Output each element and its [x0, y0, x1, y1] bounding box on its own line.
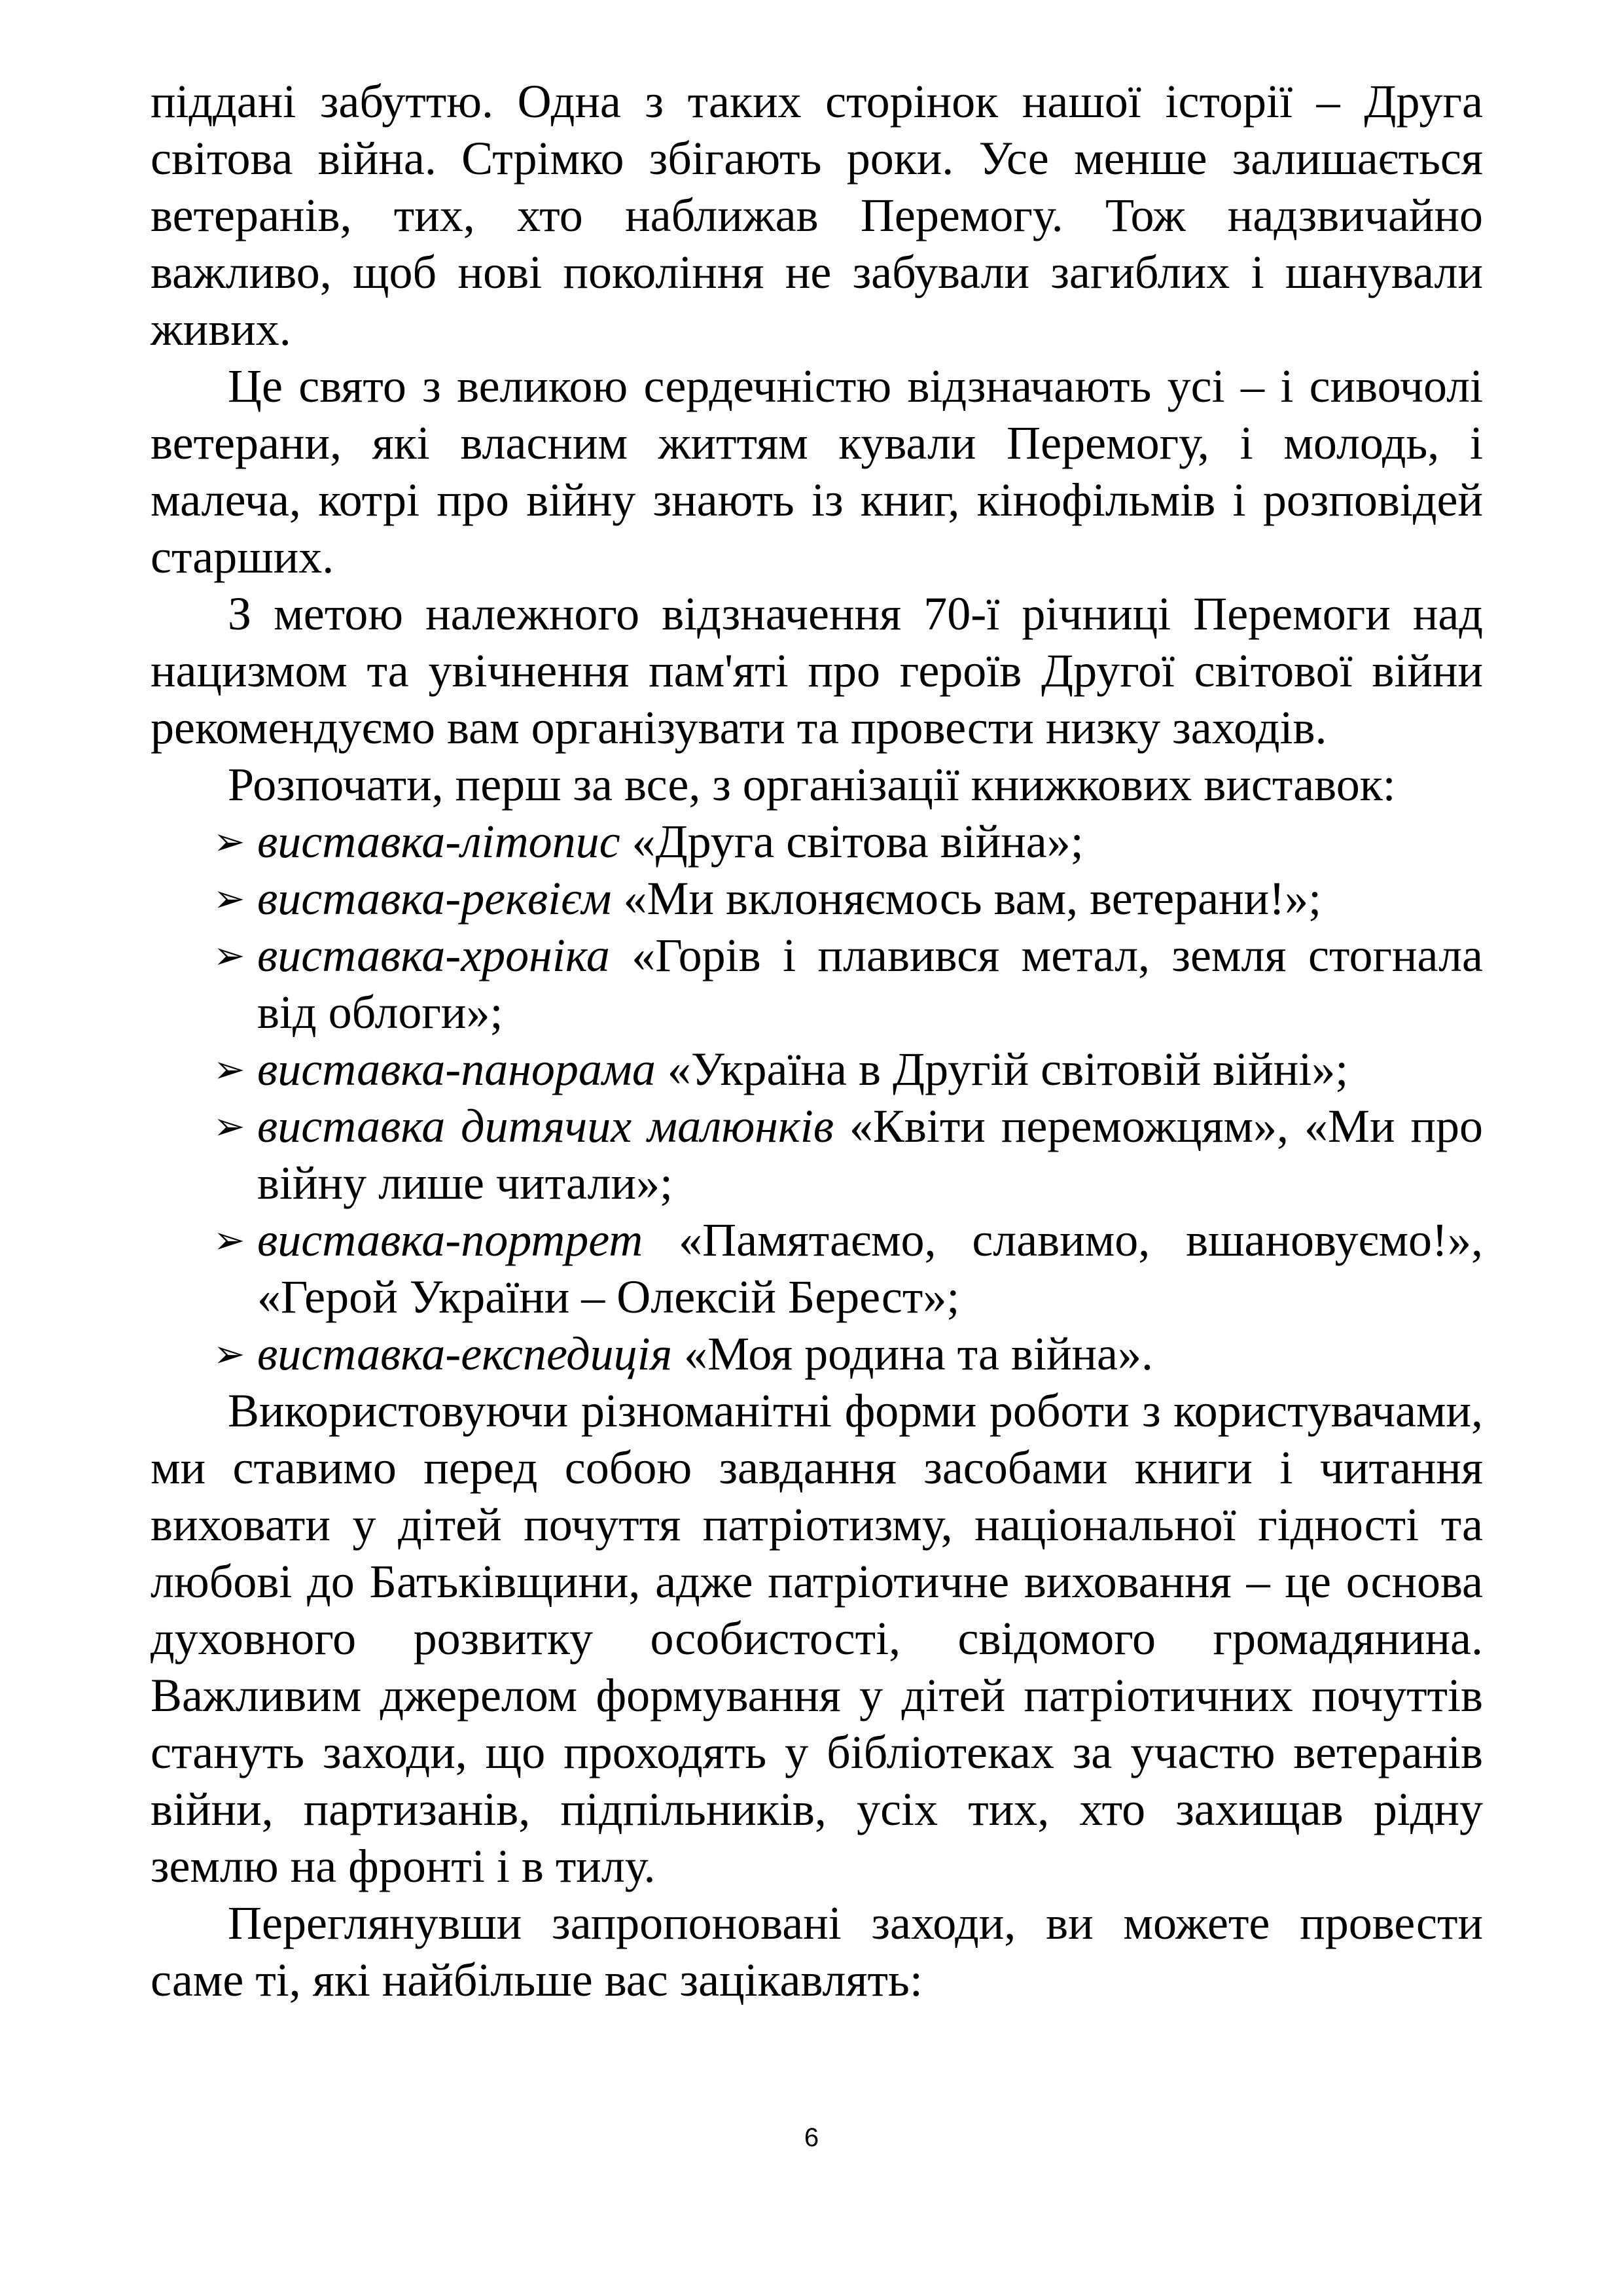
arrow-bullet-icon: ➢ [213, 933, 245, 978]
paragraph-celebration: Це свято з великою сердечністю відзначають усі – і сивочолі ветерани, які власним життям кували Перемогу, і молодь, і малеча, котрі про війну знають із книг, кінофільмів і розповідей старших. [151, 360, 1483, 583]
exhibition-type: виставка-панорама [257, 1043, 656, 1095]
exhibition-type: виставка-літопис [257, 815, 620, 868]
exhibition-type: виставка-експедиція [257, 1328, 673, 1380]
exhibition-title: «Ми вклоняємось вам, ветерани!»; [623, 872, 1322, 925]
arrow-bullet-icon: ➢ [213, 1047, 245, 1091]
exhibition-type: виставка-портрет [257, 1214, 643, 1266]
exhibition-title: «Україна в Другій світовій війні»; [667, 1043, 1349, 1095]
arrow-bullet-icon: ➢ [213, 819, 245, 864]
list-item [151, 870, 1483, 927]
exhibitions-list [151, 813, 1483, 1383]
paragraph-methods: Використовуючи різноманітні форми роботи з користувачами, ми ставимо перед собою завдання засобами книги і читання виховати у дітей почуття патріотизму, національної гідності та любові до Батьківщини, адже патріотичне виховання – це основа духовного розвитку особистості, свідомого громадянина. Важливим джерелом формування у дітей патріотичних почуттів стануть заходи, що проходять у бібліотеках за участю ветеранів війни, партизанів, підпільників, усіх тих, хто захищав рідну землю на фронті і в тилу. [151, 1385, 1483, 1892]
list-item [151, 1326, 1483, 1383]
list-item [151, 1041, 1483, 1098]
list-item [151, 927, 1483, 1041]
paragraph-intro: піддані забуттю. Одна з таких сторінок нашої історії – Друга світова війна. Стрімко збігають роки. Усе менше залишається ветеранів, тих, хто наближав Перемогу. Тож надзвичайно важливо, щоб нові покоління не забували загиблих і шанували живих. [151, 75, 1483, 355]
page-number: 6 [804, 2123, 819, 2152]
list-item [151, 813, 1483, 870]
document-body [151, 73, 1483, 2009]
paragraph-closing: Переглянувши запропоновані заходи, ви можете провести саме ті, які найбільше вас зацікавлять: [151, 1897, 1483, 2006]
exhibition-title: «Моя родина та війна». [684, 1328, 1153, 1380]
arrow-bullet-icon: ➢ [213, 1218, 245, 1262]
list-item [151, 1098, 1483, 1212]
exhibition-title: «Квіти переможцям», «Ми про війну лише читали»; [257, 1100, 1484, 1209]
list-item [151, 1212, 1483, 1326]
arrow-bullet-icon: ➢ [213, 1104, 245, 1148]
exhibition-type: виставка-реквієм [257, 872, 612, 925]
paragraph-start: Розпочати, перш за все, з організації книжкових виставок: [228, 758, 1396, 811]
paragraph-purpose: З метою належного відзначення 70-ї річниці Перемоги над нацизмом та увічнення пам'яті про героїв Другої світової війни рекомендуємо вам організувати та провести низку заходів. [151, 588, 1483, 754]
exhibition-title: «Памятаємо, славимо, вшановуємо!», «Герой України – Олексій Берест»; [257, 1214, 1484, 1323]
exhibition-title: «Горів і плавився метал, земля стогнала від облоги»; [257, 929, 1484, 1038]
arrow-bullet-icon: ➢ [213, 876, 245, 921]
exhibition-type: виставка-хроніка [257, 929, 610, 981]
exhibition-type: виставка дитячих малюнків [257, 1100, 834, 1152]
exhibition-title: «Друга світова війна»; [632, 815, 1084, 868]
arrow-bullet-icon: ➢ [213, 1332, 245, 1376]
